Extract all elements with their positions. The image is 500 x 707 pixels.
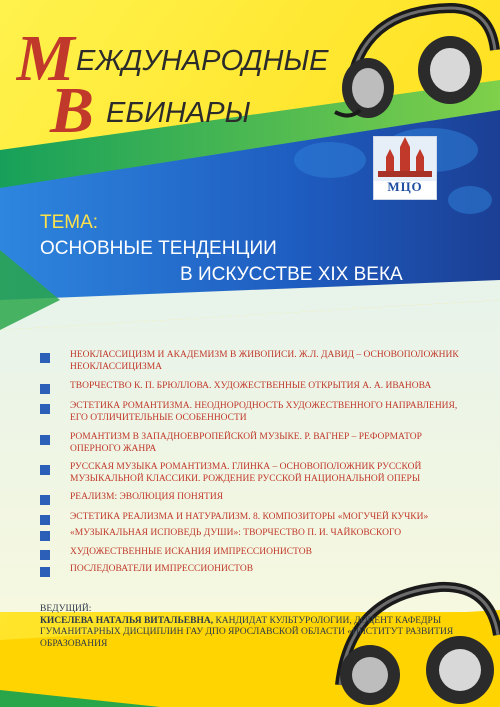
topic-text: ПОСЛЕДОВАТЕЛИ ИМПРЕССИОНИСТОВ bbox=[70, 564, 254, 574]
square-bullet-icon bbox=[40, 353, 50, 363]
title-initial-m: М bbox=[16, 22, 75, 95]
topic-text: «МУЗЫКАЛЬНАЯ ИСПОВЕДЬ ДУШИ»: ТВОРЧЕСТВО П. И. ЧАЙКОВСКОГО bbox=[70, 528, 402, 538]
square-bullet-icon bbox=[40, 550, 50, 560]
topic-text: ХУДОЖЕСТВЕННЫЕ ИСКАНИЯ ИМПРЕССИОНИСТОВ bbox=[70, 547, 312, 557]
square-bullet-icon bbox=[40, 404, 50, 414]
square-bullet-icon bbox=[40, 495, 50, 505]
square-bullet-icon bbox=[40, 435, 50, 445]
presenter-block bbox=[40, 604, 470, 650]
theme-line-2: В ИСКУССТВЕ XIX ВЕКА bbox=[180, 264, 403, 285]
square-bullet-icon bbox=[40, 465, 50, 475]
logo-text: МЦО bbox=[387, 179, 423, 194]
topic-text: НЕОКЛАССИЦИЗМ И АКАДЕМИЗМ В ЖИВОПИСИ. Ж.Л. ДАВИД – ОСНОВОПОЛОЖНИК НЕОКЛАССИЦИЗМА bbox=[70, 350, 459, 372]
headset-icon bbox=[330, 0, 500, 125]
topic-text: РУССКАЯ МУЗЫКА РОМАНТИЗМА. ГЛИНКА – ОСНОВОПОЛОЖНИК РУССКОЙ МУЗЫКАЛЬНОЙ КЛАССИКИ. РОЖДЕНИЕ РУССКОЙ НАЦИОНАЛЬНОЙ ОПЕРЫ bbox=[70, 462, 422, 484]
title-initial-v: В bbox=[50, 74, 95, 142]
topic-text: ЭСТЕТИКА РОМАНТИЗМА. НЕОДНОРОДНОСТЬ ХУДОЖЕСТВЕННОГО НАПРАВЛЕНИЯ, ЕГО ОТЛИЧИТЕЛЬНЫЕ ОСОБЕННОСТИ bbox=[70, 401, 458, 423]
kremlin-icon bbox=[374, 137, 436, 181]
square-bullet-icon bbox=[40, 531, 50, 541]
topic-text: ТВОРЧЕСТВО К. П. БРЮЛЛОВА. ХУДОЖЕСТВЕННЫЕ ОТКРЫТИЯ А. А. ИВАНОВА bbox=[70, 381, 432, 391]
topic-text: РЕАЛИЗМ: ЭВОЛЮЦИЯ ПОНЯТИЯ bbox=[70, 492, 224, 502]
topic-text: РОМАНТИЗМ В ЗАПАДНОЕВРОПЕЙСКОЙ МУЗЫКЕ. Р. ВАГНЕР – РЕФОРМАТОР ОПЕРНОГО ЖАНРА bbox=[70, 432, 422, 454]
square-bullet-icon bbox=[40, 567, 50, 577]
presenter-label: ВЕДУЩИЙ: bbox=[40, 604, 92, 614]
topic-text: ЭСТЕТИКА РЕАЛИЗМА И НАТУРАЛИЗМ. 8. КОМПОЗИТОРЫ «МОГУЧЕЙ КУЧКИ» bbox=[70, 512, 429, 522]
title-line-1: ЕЖДУНАРОДНЫЕ bbox=[76, 45, 329, 77]
square-bullet-icon bbox=[40, 384, 50, 394]
square-bullet-icon bbox=[40, 515, 50, 525]
presenter-name: КИСЕЛЕВА НАТАЛЬЯ ВИТАЛЬЕВНА, bbox=[40, 615, 214, 626]
theme-line-1: ОСНОВНЫЕ ТЕНДЕНЦИИ bbox=[40, 238, 277, 259]
mco-logo bbox=[373, 136, 437, 200]
webinar-title bbox=[16, 22, 346, 142]
presenter-info: КАНДИДАТ КУЛЬТУРОЛОГИИ, ДОЦЕНТ КАФЕДРЫ ГУМАНИТАРНЫХ ДИСЦИПЛИН ГАУ ДПО ЯРОСЛАВСКОЙ ОБЛАСТИ «ИНСТИТУТ РАЗВИТИЯ ОБРАЗОВАНИЯ bbox=[40, 615, 454, 649]
presenter-details bbox=[40, 616, 470, 651]
theme-label: ТЕМА: bbox=[40, 212, 99, 233]
title-line-2: ЕБИНАРЫ bbox=[106, 97, 251, 129]
